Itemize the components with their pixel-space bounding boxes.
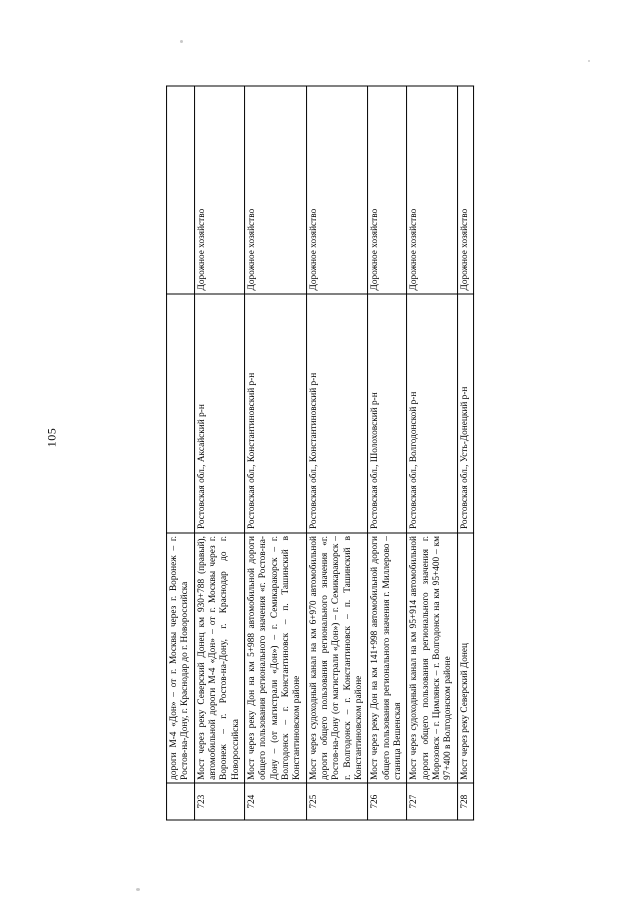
cell-branch: Дорожное хозяйство: [457, 86, 473, 294]
scan-speck: [180, 40, 183, 43]
cell-location: Ростовская обл., Волгодонской р-н: [407, 293, 457, 532]
cell-object: Мост через судоходный канал на км 95+914 автомобильной дороги общего пользования регионального значения г. Морозовск – г. Цимлянск – г. Волгодонск на км 95+400 – км 97+400 в Волгодонском районе: [407, 532, 457, 783]
table-row: [407, 86, 457, 820]
scan-speck: [136, 888, 140, 891]
registry-table-container: [166, 85, 474, 820]
cell-location: Ростовская обл., Константиновский р-н: [306, 293, 368, 532]
cell-number: 723: [194, 783, 244, 820]
cell-number: [167, 783, 195, 820]
cell-number: 728: [457, 783, 473, 820]
cell-branch: Дорожное хозяйство: [194, 86, 244, 294]
cell-branch: [167, 86, 195, 294]
table-row: [457, 86, 473, 820]
cell-location: [167, 293, 195, 532]
page-number: 105: [44, 427, 59, 448]
cell-object: дороги М-4 «Дон» – от г. Москвы через г. Воронеж – г. Ростов-на-Дону, г. Краснодар до г. Новороссийска: [167, 532, 195, 783]
table-row: [245, 86, 307, 820]
cell-object: Мост через реку Дон на км 141+998 автомобильной дороги общего пользования регионального значения г. Миллерово – станица Вешенская: [368, 532, 407, 783]
cell-location: Ростовская обл., Шолоховский р-н: [368, 293, 407, 532]
table-row: [167, 86, 195, 820]
cell-branch: Дорожное хозяйство: [245, 86, 307, 294]
cell-number: 725: [306, 783, 368, 820]
cell-location: Ростовская обл., Аксайский р-н: [194, 293, 244, 532]
scan-speck: [588, 60, 590, 62]
cell-branch: Дорожное хозяйство: [368, 86, 407, 294]
registry-table: [166, 85, 474, 820]
cell-location: Ростовская обл., Усть-Донецкий р-н: [457, 293, 473, 532]
cell-number: 727: [407, 783, 457, 820]
cell-number: 724: [245, 783, 307, 820]
cell-object: Мост через реку Северский Донец: [457, 532, 473, 783]
cell-object: Мост через реку Дон на км 5+988 автомобильной дороги общего пользования регионального значения «г. Ростов-на-Дону – (от магистрали «Дон») – г. Семикаракорск – г. Волгодонск – г. Константиновск – п. Ташинский в Константиновском районе: [245, 532, 307, 783]
cell-branch: Дорожное хозяйство: [407, 86, 457, 294]
table-row: [368, 86, 407, 820]
cell-number: 726: [368, 783, 407, 820]
cell-object: Мост через судоходный канал на км 6+970 автомобильной дороги общего пользования регионального значения «г. Ростов-на-Дону (от магистрали «Дон») – г. Семикаракорск – г. Волгодонск – г. Константиновск – п. Ташинский в Константиновском районе: [306, 532, 368, 783]
table-row: [306, 86, 368, 820]
table-row: [194, 86, 244, 820]
cell-object: Мост через реку Северский Донец км 930+788 (правый), автомобильной дороги М-4 «Дон» – от г. Москвы через г. Воронеж – г. Ростов-на-Дону, г. Краснодар до г. Новороссийска: [194, 532, 244, 783]
cell-location: Ростовская обл., Константиновский р-н: [245, 293, 307, 532]
cell-branch: Дорожное хозяйство: [306, 86, 368, 294]
